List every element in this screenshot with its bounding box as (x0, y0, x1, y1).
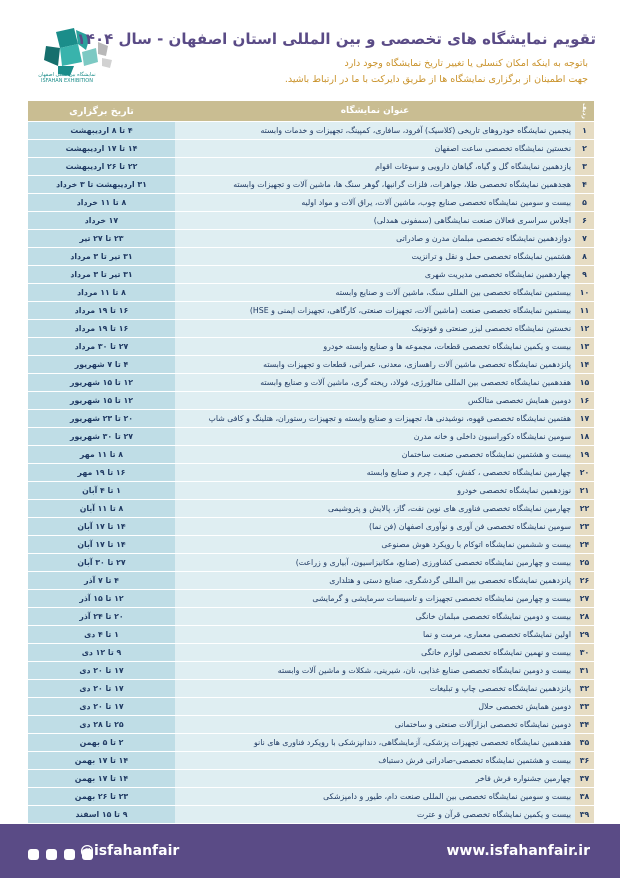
exhibition-title: هفدهمین نمایشگاه تخصصی بین المللی متالورژی، فولاد، ریخته گری، ماشین آلات و صنایع وابسته (175, 374, 575, 391)
row-number: ۱۲ (575, 320, 594, 337)
exhibition-date: ۸ تا ۱۱ آبان (28, 500, 175, 517)
table-row (28, 482, 594, 499)
page-header (0, 0, 620, 100)
exhibition-date: ۱۴ تا ۱۷ بهمن (28, 770, 175, 787)
table-row (28, 572, 594, 589)
row-number: ۲۳ (575, 518, 594, 535)
header-row-number: ردیف (575, 101, 594, 121)
table-row (28, 464, 594, 481)
row-number: ۹ (575, 266, 594, 283)
exhibition-date: ۹ تا ۱۵ اسفند (28, 806, 175, 823)
exhibition-title: هفتمین نمایشگاه تخصصی قهوه، نوشیدنی ها، تجهیزات و صنایع وابسته و تجهیزات رستوران، هتلینگ و کافی شاپ (175, 410, 575, 427)
table-row (28, 284, 594, 301)
subtitle-line-1: باتوجه به اینکه امکان کنسلی یا تغییر تاریخ نمایشگاه وجود دارد (344, 58, 588, 69)
table-row (28, 392, 594, 409)
logo-caption: نمایشگاه بین‌المللی اصفهان ISFAHAN EXHIBITION (38, 72, 96, 84)
table-row (28, 770, 594, 787)
row-number: ۲۱ (575, 482, 594, 499)
row-number: ۳۶ (575, 752, 594, 769)
exhibition-title: بیست و نهمین نمایشگاه تخصصی لوازم خانگی (175, 644, 575, 661)
exhibition-date: ۳۱ تیر تا ۳ مرداد (28, 266, 175, 283)
row-number: ۳۵ (575, 734, 594, 751)
exhibition-date: ۱۲ تا ۱۵ شهریور (28, 392, 175, 409)
row-number: ۱۰ (575, 284, 594, 301)
row-number: ۱۸ (575, 428, 594, 445)
exhibition-title: پنجمین نمایشگاه خودروهای تاریخی (کلاسیک) آفرود، سافاری، کمپینگ، تجهیزات و خدمات وابسته (175, 122, 575, 139)
row-number: ۳۰ (575, 644, 594, 661)
table-row (28, 158, 594, 175)
exhibition-title: بیستمین نمایشگاه تخصصی صنعت (ماشین آلات، تجهیزات صنعتی، کارگاهی، تجهیزات ایمنی و HSE) (175, 302, 575, 319)
table-row (28, 590, 594, 607)
exhibition-date: ۴ تا ۸ اردیبهشت (28, 122, 175, 139)
row-number: ۳۹ (575, 806, 594, 823)
table-row (28, 140, 594, 157)
row-number: ۲۵ (575, 554, 594, 571)
header-date: تاریخ برگزاری (28, 101, 175, 121)
exhibition-date: ۲۷ تا ۳۰ شهریور (28, 428, 175, 445)
telegram-icon[interactable] (46, 849, 57, 860)
row-number: ۱۱ (575, 302, 594, 319)
exhibition-date: ۲۲ تا ۲۶ اردیبهشت (28, 158, 175, 175)
table-row (28, 518, 594, 535)
table-row (28, 698, 594, 715)
exhibition-date: ۴ تا ۷ شهریور (28, 356, 175, 373)
table-row (28, 446, 594, 463)
exhibition-date: ۱۶ تا ۱۹ مهر (28, 464, 175, 481)
exhibition-title: بیست و ششمین نمایشگاه اتوکام با رویکرد هوش مصنوعی (175, 536, 575, 553)
row-number: ۸ (575, 248, 594, 265)
table-header-row (28, 101, 594, 121)
instagram-icon[interactable] (28, 849, 39, 860)
table-body (28, 122, 594, 823)
table-row (28, 338, 594, 355)
exhibition-title: دوازدهمین نمایشگاه تخصصی مبلمان مدرن و صادراتی (175, 230, 575, 247)
page-title: تقویم نمایشگاه های تخصصی و بین المللی استان اصفهان - سال ۱۴۰۴ (76, 30, 596, 48)
exhibition-title: بیست و هشتمین نمایشگاه تخصصی-صادراتی فرش دستباف (175, 752, 575, 769)
row-number: ۲۶ (575, 572, 594, 589)
exhibition-title: چهاردهمین نمایشگاه تخصصی مدیریت شهری (175, 266, 575, 283)
exhibition-title: بیست و سومین نمایشگاه تخصصی صنایع چوب، ماشین آلات، یراق آلات و مواد اولیه (175, 194, 575, 211)
exhibition-title: بیست و هشتمین نمایشگاه تخصصی صنعت ساختمان (175, 446, 575, 463)
row-number: ۱۷ (575, 410, 594, 427)
exhibition-date: ۱ تا ۴ دی (28, 626, 175, 643)
exhibition-date: ۲ تا ۵ بهمن (28, 734, 175, 751)
row-number: ۵ (575, 194, 594, 211)
table-row (28, 500, 594, 517)
exhibition-date: ۸ تا ۱۱ مرداد (28, 284, 175, 301)
footer-bar (0, 824, 620, 878)
row-number: ۱۴ (575, 356, 594, 373)
website-link[interactable]: www.isfahanfair.ir (446, 843, 590, 859)
row-number: ۴ (575, 176, 594, 193)
exhibition-date: ۱۶ تا ۱۹ مرداد (28, 302, 175, 319)
exhibition-title: دومین همایش تخصصی متالکس (175, 392, 575, 409)
row-number: ۲۹ (575, 626, 594, 643)
row-number: ۶ (575, 212, 594, 229)
row-number: ۳۳ (575, 698, 594, 715)
exhibition-title: چهارمین جشنواره فرش فاخر (175, 770, 575, 787)
row-number: ۲۷ (575, 590, 594, 607)
exhibition-title: چهارمین نمایشگاه تخصصی ، کفش، کیف ، چرم و صنایع وابسته (175, 464, 575, 481)
exhibition-title: بیستمین نمایشگاه تخصصی بین المللی سنگ، ماشین آلات و صنایع وابسته (175, 284, 575, 301)
exhibition-title: دومین نمایشگاه تخصصی ابزارآلات صنعتی و ساختمانی (175, 716, 575, 733)
exhibition-title: پانزدهمین نمایشگاه تخصصی چاپ و تبلیغات (175, 680, 575, 697)
exhibition-date: ۱ تا ۴ آبان (28, 482, 175, 499)
exhibition-title: بیست و چهارمین نمایشگاه تخصصی کشاورزی (صنایع، مکانیزاسیون، آبیاری و زراعت) (175, 554, 575, 571)
exhibition-title: سومین نمایشگاه دکوراسیون داخلی و خانه مدرن (175, 428, 575, 445)
exhibition-date: ۲۷ تا ۳۰ آبان (28, 554, 175, 571)
row-number: ۳۲ (575, 680, 594, 697)
exhibition-date: ۸ تا ۱۱ خرداد (28, 194, 175, 211)
bale-icon[interactable] (64, 849, 75, 860)
exhibition-date: ۱۷ تا ۲۰ دی (28, 662, 175, 679)
row-number: ۱۳ (575, 338, 594, 355)
table-row (28, 194, 594, 211)
row-number: ۲۸ (575, 608, 594, 625)
table-row (28, 374, 594, 391)
social-handle[interactable]: @isfahanfair (80, 843, 180, 859)
table-row (28, 320, 594, 337)
table-row (28, 212, 594, 229)
exhibition-date: ۱۴ تا ۱۷ اردیبهشت (28, 140, 175, 157)
exhibition-date: ۳۱ تیر تا ۳ مرداد (28, 248, 175, 265)
exhibition-title: اجلاس سراسری فعالان صنعت نمایشگاهی (سمفونی همدلی) (175, 212, 575, 229)
table-row (28, 122, 594, 139)
exhibition-date: ۱۷ تا ۲۰ دی (28, 680, 175, 697)
exhibition-title: نخستین نمایشگاه تخصصی ساعت اصفهان (175, 140, 575, 157)
row-number: ۱۵ (575, 374, 594, 391)
exhibition-date: ۱۲ تا ۱۵ شهریور (28, 374, 175, 391)
row-number: ۳۸ (575, 788, 594, 805)
table-row (28, 680, 594, 697)
table-row (28, 752, 594, 769)
exhibition-calendar-table (28, 100, 594, 824)
table-row (28, 176, 594, 193)
exhibition-date: ۲۰ تا ۲۳ شهریور (28, 410, 175, 427)
row-number: ۳۱ (575, 662, 594, 679)
row-number: ۳۴ (575, 716, 594, 733)
row-number: ۲ (575, 140, 594, 157)
exhibition-date: ۳۱ اردیبهشت تا ۳ خرداد (28, 176, 175, 193)
exhibition-date: ۹ تا ۱۲ دی (28, 644, 175, 661)
table-row (28, 788, 594, 805)
exhibition-date: ۱۶ تا ۱۹ مرداد (28, 320, 175, 337)
exhibition-title: بیست و سومین نمایشگاه تخصصی بین المللی صنعت دام، طیور و دامپزشکی (175, 788, 575, 805)
subtitle-line-2: جهت اطمینان از برگزاری نمایشگاه ها از طریق دایرکت با ما در ارتباط باشید. (284, 74, 588, 85)
row-number: ۲۴ (575, 536, 594, 553)
exhibition-date: ۲۷ تا ۳۰ مرداد (28, 338, 175, 355)
exhibition-date: ۲۰ تا ۲۴ آذر (28, 608, 175, 625)
exhibition-title: نخستین نمایشگاه تخصصی لیزر صنعتی و فوتونیک (175, 320, 575, 337)
row-number: ۲۲ (575, 500, 594, 517)
exhibition-title: هجدهمین نمایشگاه تخصصی طلا، جواهرات، فلزات گرانبها، گوهر سنگ ها، ماشین آلات و تجهیزات وابسته (175, 176, 575, 193)
exhibition-title: چهارمین نمایشگاه تخصصی فناوری های نوین نفت، گاز، پالایش و پتروشیمی (175, 500, 575, 517)
exhibition-title: بیست و چهارمین نمایشگاه تخصصی تجهیزات و تاسیسات سرمایشی و گرمایشی (175, 590, 575, 607)
exhibition-title: بیست و دومین نمایشگاه تخصصی صنایع غذایی، نان، شیرینی، شکلات و ماشین آلات وابسته (175, 662, 575, 679)
table-row (28, 644, 594, 661)
table-row (28, 554, 594, 571)
exhibition-date: ۸ تا ۱۱ مهر (28, 446, 175, 463)
exhibition-title: دومین همایش تخصصی حلال (175, 698, 575, 715)
table-row (28, 734, 594, 751)
row-number: ۱ (575, 122, 594, 139)
exhibition-title: یازدهمین نمایشگاه گل و گیاه، گیاهان دارویی و سوغات اقوام (175, 158, 575, 175)
table-row (28, 608, 594, 625)
page-subtitle (285, 56, 588, 88)
exhibition-date: ۱۴ تا ۱۷ آبان (28, 518, 175, 535)
exhibition-date: ۱۴ تا ۱۷ آبان (28, 536, 175, 553)
table-row (28, 266, 594, 283)
exhibition-date: ۱۲ تا ۱۵ آذر (28, 590, 175, 607)
table-row (28, 536, 594, 553)
exhibition-date: ۲۳ تا ۲۶ بهمن (28, 788, 175, 805)
exhibition-date: ۱۷ خرداد (28, 212, 175, 229)
table-row (28, 410, 594, 427)
exhibition-title: بیست و یکمین نمایشگاه تخصصی قطعات، مجموعه ها و صنایع وابسته خودرو (175, 338, 575, 355)
header-exhibition-title: عنوان نمایشگاه (175, 101, 575, 121)
exhibition-title: بیست و دومین نمایشگاه تخصصی مبلمان خانگی (175, 608, 575, 625)
table-row (28, 806, 594, 823)
exhibition-date: ۱۴ تا ۱۷ بهمن (28, 752, 175, 769)
exhibition-title: سومین نمایشگاه تخصصی فن آوری و نوآوری اصفهان (فن نما) (175, 518, 575, 535)
row-number: ۲۰ (575, 464, 594, 481)
row-number: ۷ (575, 230, 594, 247)
table-row (28, 302, 594, 319)
exhibition-date: ۱۷ تا ۲۰ دی (28, 698, 175, 715)
exhibition-title: هفدهمین نمایشگاه تخصصی تجهیزات پزشکی، آزمایشگاهی، دندانپزشکی با رویکرد فناوری های نانو (175, 734, 575, 751)
table-row (28, 626, 594, 643)
exhibition-title: نوزدهمین نمایشگاه تخصصی خودرو (175, 482, 575, 499)
exhibition-date: ۲۳ تا ۲۷ تیر (28, 230, 175, 247)
exhibition-date: ۴ تا ۷ آذر (28, 572, 175, 589)
table-row (28, 662, 594, 679)
table-row (28, 716, 594, 733)
table-row (28, 248, 594, 265)
row-number: ۳ (575, 158, 594, 175)
table-row (28, 428, 594, 445)
exhibition-title: بیست و یکمین نمایشگاه تخصصی قرآن و عترت (175, 806, 575, 823)
exhibition-title: پانزدهمین نمایشگاه تخصصی ماشین آلات راهسازی، معدنی، عمرانی، قطعات و تجهیزات وابسته (175, 356, 575, 373)
table-row (28, 356, 594, 373)
row-number: ۱۶ (575, 392, 594, 409)
exhibition-title: هشتمین نمایشگاه تخصصی حمل و نقل و ترانزیت (175, 248, 575, 265)
exhibition-title: پانزدهمین نمایشگاه تخصصی بین المللی گردشگری، صنایع دستی و هتلداری (175, 572, 575, 589)
exhibition-title: اولین نمایشگاه تخصصی معماری، مرمت و نما (175, 626, 575, 643)
row-number: ۱۹ (575, 446, 594, 463)
table-row (28, 230, 594, 247)
exhibition-date: ۲۵ تا ۲۸ دی (28, 716, 175, 733)
row-number: ۳۷ (575, 770, 594, 787)
